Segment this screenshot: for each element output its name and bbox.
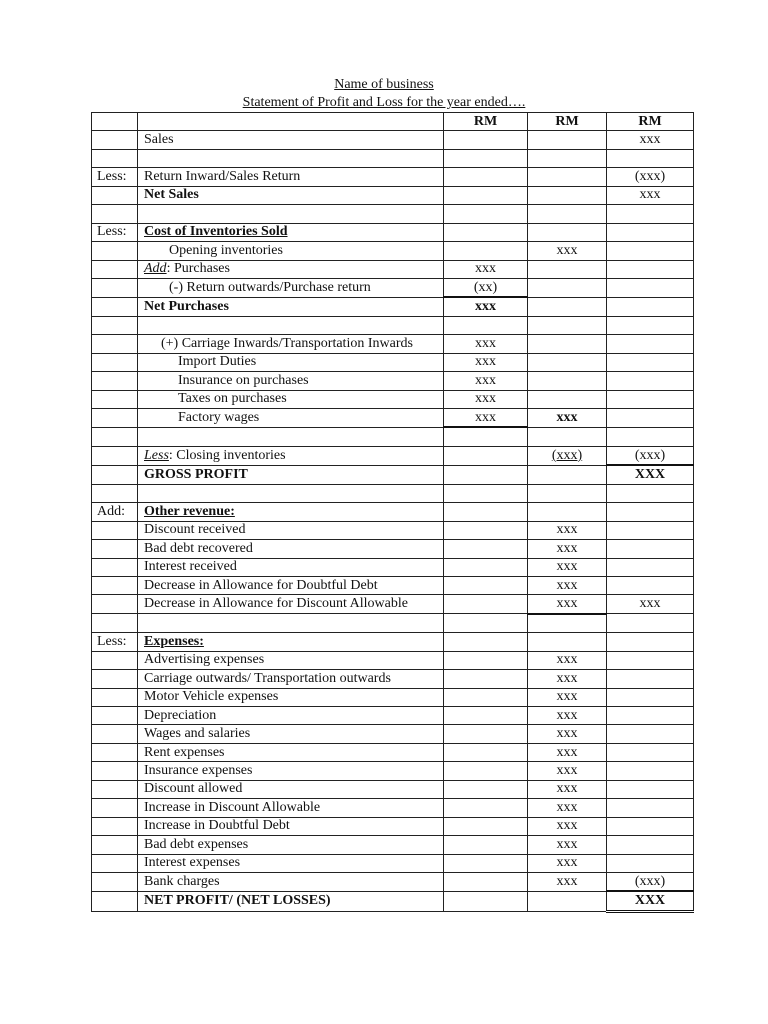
prefix-cell xyxy=(92,186,138,204)
prefix-cell xyxy=(92,242,138,260)
amount-cell: xxx xyxy=(528,854,607,872)
table-row xyxy=(92,817,694,835)
amount-cell: xxx xyxy=(444,335,528,353)
row-label: Net Sales xyxy=(138,186,444,204)
amount-cell xyxy=(528,260,607,278)
row-label: Return Inward/Sales Return xyxy=(138,168,444,186)
amount-cell xyxy=(444,670,528,688)
prefix-cell: Add: xyxy=(92,503,138,521)
table-row xyxy=(92,465,694,484)
prefix-cell xyxy=(92,817,138,835)
table-row xyxy=(92,390,694,408)
prefix-cell xyxy=(92,743,138,761)
amount-cell xyxy=(444,762,528,780)
row-label: Factory wages xyxy=(138,409,444,428)
table-row xyxy=(92,484,694,502)
amount-cell xyxy=(607,260,694,278)
amount-cell xyxy=(528,372,607,390)
prefix-cell xyxy=(92,891,138,911)
row-label xyxy=(138,446,444,465)
row-label: (-) Return outwards/Purchase return xyxy=(138,278,444,297)
amount-cell xyxy=(607,372,694,390)
amount-cell: xxx xyxy=(444,260,528,278)
row-label xyxy=(138,316,444,334)
amount-cell xyxy=(444,558,528,576)
row-label: Interest expenses xyxy=(138,854,444,872)
prefix-cell: Less: xyxy=(92,168,138,186)
amount-cell: XXX xyxy=(607,891,694,911)
amount-cell xyxy=(607,149,694,167)
row-label: Insurance on purchases xyxy=(138,372,444,390)
amount-cell xyxy=(528,891,607,911)
amount-cell xyxy=(444,242,528,260)
amount-cell: xxx xyxy=(528,521,607,539)
amount-cell xyxy=(528,390,607,408)
amount-cell xyxy=(607,484,694,502)
prefix-cell xyxy=(92,651,138,669)
prefix-cell xyxy=(92,353,138,371)
prefix-cell xyxy=(92,854,138,872)
column-header: RM xyxy=(444,113,528,131)
amount-cell: xxx xyxy=(607,595,694,614)
row-label: Expenses: xyxy=(138,633,444,651)
amount-cell: xxx xyxy=(444,409,528,428)
amount-cell xyxy=(607,725,694,743)
amount-cell xyxy=(607,409,694,428)
amount-cell xyxy=(528,297,607,316)
amount-cell: xxx xyxy=(528,540,607,558)
table-row xyxy=(92,780,694,798)
table-row xyxy=(92,446,694,465)
amount-cell xyxy=(528,186,607,204)
amount-cell xyxy=(607,558,694,576)
table-row xyxy=(92,278,694,297)
row-label xyxy=(138,484,444,502)
row-label: Sales xyxy=(138,131,444,149)
row-label: Insurance expenses xyxy=(138,762,444,780)
amount-cell xyxy=(607,297,694,316)
amount-cell xyxy=(444,131,528,149)
amount-cell: (xxx) xyxy=(607,872,694,891)
table-row xyxy=(92,725,694,743)
amount-cell xyxy=(444,799,528,817)
amount-cell xyxy=(607,540,694,558)
row-label: Carriage outwards/ Transportation outwards xyxy=(138,670,444,688)
table-row xyxy=(92,409,694,428)
prefix-cell xyxy=(92,799,138,817)
amount-cell: (xx) xyxy=(444,278,528,297)
prefix-cell xyxy=(92,780,138,798)
row-label: Opening inventories xyxy=(138,242,444,260)
row-label: GROSS PROFIT xyxy=(138,465,444,484)
prefix-cell xyxy=(92,576,138,594)
amount-cell xyxy=(607,390,694,408)
amount-cell xyxy=(607,242,694,260)
amount-cell xyxy=(444,707,528,725)
table-row xyxy=(92,353,694,371)
column-header: RM xyxy=(528,113,607,131)
amount-cell xyxy=(607,817,694,835)
amount-cell: xxx xyxy=(528,242,607,260)
table-row xyxy=(92,223,694,241)
amount-cell: xxx xyxy=(528,576,607,594)
table-row xyxy=(92,891,694,911)
table-row xyxy=(92,651,694,669)
amount-cell xyxy=(444,688,528,706)
amount-cell xyxy=(444,149,528,167)
row-label: Increase in Doubtful Debt xyxy=(138,817,444,835)
amount-cell xyxy=(528,614,607,633)
amount-cell xyxy=(444,503,528,521)
amount-cell xyxy=(444,651,528,669)
row-label: Rent expenses xyxy=(138,743,444,761)
amount-cell xyxy=(528,633,607,651)
prefix-cell xyxy=(92,762,138,780)
amount-cell: xxx xyxy=(444,297,528,316)
table-row xyxy=(92,558,694,576)
row-label: Bad debt expenses xyxy=(138,836,444,854)
prefix-cell xyxy=(92,614,138,633)
row-label: Decrease in Allowance for Discount Allowable xyxy=(138,595,444,614)
row-label: Cost of Inventories Sold xyxy=(138,223,444,241)
amount-cell xyxy=(444,872,528,891)
prefix-cell xyxy=(92,149,138,167)
amount-cell: xxx xyxy=(528,780,607,798)
amount-cell xyxy=(444,854,528,872)
prefix-cell xyxy=(92,316,138,334)
table-row xyxy=(92,799,694,817)
amount-cell xyxy=(607,614,694,633)
amount-cell xyxy=(444,168,528,186)
row-label: Wages and salaries xyxy=(138,725,444,743)
amount-cell xyxy=(607,353,694,371)
prefix-cell xyxy=(92,409,138,428)
table-row xyxy=(92,260,694,278)
row-label: Advertising expenses xyxy=(138,651,444,669)
statement-title: Statement of Profit and Loss for the year ended…. xyxy=(242,95,526,110)
amount-cell xyxy=(444,316,528,334)
amount-cell xyxy=(607,223,694,241)
prefix-cell xyxy=(92,278,138,297)
table-row xyxy=(92,872,694,891)
business-name: Name of business xyxy=(334,77,434,92)
amount-cell xyxy=(607,503,694,521)
amount-cell xyxy=(444,205,528,223)
table-row xyxy=(92,576,694,594)
amount-cell xyxy=(444,633,528,651)
amount-cell xyxy=(607,743,694,761)
amount-cell xyxy=(444,817,528,835)
prefix-cell xyxy=(92,465,138,484)
row-label: Interest received xyxy=(138,558,444,576)
amount-cell: xxx xyxy=(444,353,528,371)
amount-cell xyxy=(528,278,607,297)
amount-cell xyxy=(607,427,694,446)
amount-cell: xxx xyxy=(528,817,607,835)
prefix-cell xyxy=(92,372,138,390)
amount-cell xyxy=(528,168,607,186)
amount-cell xyxy=(528,465,607,484)
amount-cell xyxy=(607,854,694,872)
prefix-cell xyxy=(92,521,138,539)
amount-cell: xxx xyxy=(607,131,694,149)
table-row xyxy=(92,836,694,854)
row-label-text: : Closing inventories xyxy=(168,447,286,463)
prefix-cell xyxy=(92,540,138,558)
table-row xyxy=(92,688,694,706)
row-label xyxy=(138,205,444,223)
amount-cell xyxy=(528,149,607,167)
amount-cell xyxy=(607,278,694,297)
amount-cell: xxx xyxy=(528,670,607,688)
amount-cell xyxy=(444,780,528,798)
amount-cell: xxx xyxy=(528,725,607,743)
amount-cell: XXX xyxy=(607,465,694,484)
amount-cell: (xxx) xyxy=(607,446,694,465)
amount-cell xyxy=(607,205,694,223)
amount-cell xyxy=(444,484,528,502)
row-label: (+) Carriage Inwards/Transportation Inwards xyxy=(138,335,444,353)
table-row xyxy=(92,186,694,204)
table-row xyxy=(92,540,694,558)
amount-cell xyxy=(528,131,607,149)
table-row xyxy=(92,670,694,688)
table-row xyxy=(92,297,694,316)
prefix-cell xyxy=(92,297,138,316)
amount-cell xyxy=(444,465,528,484)
label-cell xyxy=(138,113,444,131)
table-row xyxy=(92,614,694,633)
amount-cell: xxx xyxy=(528,872,607,891)
amount-cell xyxy=(444,614,528,633)
column-header: RM xyxy=(607,113,694,131)
amount-cell: xxx xyxy=(528,595,607,614)
prefix-cell xyxy=(92,427,138,446)
amount-cell xyxy=(607,836,694,854)
table-row xyxy=(92,242,694,260)
prefix-cell xyxy=(92,260,138,278)
prefix-cell: Less: xyxy=(92,223,138,241)
row-label-text: : Purchases xyxy=(166,261,230,277)
prefix-cell xyxy=(92,872,138,891)
prefix-cell xyxy=(92,688,138,706)
amount-cell xyxy=(528,484,607,502)
amount-cell: xxx xyxy=(528,743,607,761)
prefix-cell xyxy=(92,707,138,725)
amount-cell xyxy=(444,891,528,911)
table-row xyxy=(92,168,694,186)
amount-cell xyxy=(607,688,694,706)
amount-cell: xxx xyxy=(528,409,607,428)
add-keyword: Add xyxy=(144,261,167,277)
amount-cell xyxy=(444,223,528,241)
amount-cell: xxx xyxy=(528,707,607,725)
amount-cell xyxy=(444,576,528,594)
row-label: Decrease in Allowance for Doubtful Debt xyxy=(138,576,444,594)
prefix-cell: Less: xyxy=(92,633,138,651)
amount-cell: xxx xyxy=(528,688,607,706)
table-row xyxy=(92,762,694,780)
amount-cell xyxy=(528,223,607,241)
prefix-cell xyxy=(92,484,138,502)
amount-cell: xxx xyxy=(607,186,694,204)
amount-cell xyxy=(444,446,528,465)
amount-cell: xxx xyxy=(444,372,528,390)
less-keyword: Less xyxy=(144,447,169,463)
amount-cell: xxx xyxy=(528,799,607,817)
prefix-cell xyxy=(92,390,138,408)
amount-cell xyxy=(444,521,528,539)
prefix-cell xyxy=(92,113,138,131)
prefix-cell xyxy=(92,131,138,149)
amount-cell xyxy=(607,316,694,334)
header-row xyxy=(92,113,694,131)
amount-cell xyxy=(607,799,694,817)
amount-cell xyxy=(607,670,694,688)
amount-cell: xxx xyxy=(528,651,607,669)
row-label: Taxes on purchases xyxy=(138,390,444,408)
prefix-cell xyxy=(92,446,138,465)
amount-cell xyxy=(444,540,528,558)
row-label xyxy=(138,614,444,633)
amount-cell xyxy=(528,316,607,334)
amount-cell xyxy=(528,503,607,521)
table-row xyxy=(92,372,694,390)
amount-cell xyxy=(444,725,528,743)
amount-cell xyxy=(607,521,694,539)
amount-cell: (xxx) xyxy=(528,446,607,465)
amount-cell xyxy=(607,651,694,669)
amount-cell xyxy=(607,707,694,725)
prefix-cell xyxy=(92,205,138,223)
prefix-cell xyxy=(92,595,138,614)
row-label: Depreciation xyxy=(138,707,444,725)
amount-cell: xxx xyxy=(528,558,607,576)
amount-cell xyxy=(607,576,694,594)
row-label: Other revenue: xyxy=(138,503,444,521)
amount-cell xyxy=(528,205,607,223)
prefix-cell xyxy=(92,725,138,743)
amount-cell xyxy=(528,427,607,446)
table-row xyxy=(92,521,694,539)
table-row xyxy=(92,131,694,149)
row-label: Motor Vehicle expenses xyxy=(138,688,444,706)
prefix-cell xyxy=(92,670,138,688)
amount-cell xyxy=(528,335,607,353)
table-row xyxy=(92,149,694,167)
amount-cell: xxx xyxy=(528,836,607,854)
amount-cell xyxy=(444,595,528,614)
row-label xyxy=(138,149,444,167)
amount-cell xyxy=(607,633,694,651)
row-label: Import Duties xyxy=(138,353,444,371)
amount-cell xyxy=(444,836,528,854)
row-label: NET PROFIT/ (NET LOSSES) xyxy=(138,891,444,911)
table-row xyxy=(92,743,694,761)
amount-cell xyxy=(444,743,528,761)
prefix-cell xyxy=(92,836,138,854)
table-row xyxy=(92,427,694,446)
prefix-cell xyxy=(92,558,138,576)
table-row xyxy=(92,707,694,725)
table-row xyxy=(92,335,694,353)
profit-loss-table xyxy=(91,112,694,913)
table-row xyxy=(92,503,694,521)
prefix-cell xyxy=(92,335,138,353)
row-label xyxy=(138,427,444,446)
amount-cell xyxy=(607,335,694,353)
row-label: Net Purchases xyxy=(138,297,444,316)
amount-cell: xxx xyxy=(444,390,528,408)
amount-cell xyxy=(607,762,694,780)
amount-cell xyxy=(607,780,694,798)
row-label: Discount received xyxy=(138,521,444,539)
table-row xyxy=(92,854,694,872)
table-row xyxy=(92,316,694,334)
amount-cell: xxx xyxy=(528,762,607,780)
amount-cell: (xxx) xyxy=(607,168,694,186)
table-row xyxy=(92,595,694,614)
amount-cell xyxy=(444,427,528,446)
row-label: Bad debt recovered xyxy=(138,540,444,558)
table-row xyxy=(92,633,694,651)
row-label: Bank charges xyxy=(138,872,444,891)
amount-cell xyxy=(444,186,528,204)
row-label: Increase in Discount Allowable xyxy=(138,799,444,817)
row-label xyxy=(138,260,444,278)
table-row xyxy=(92,205,694,223)
row-label: Discount allowed xyxy=(138,780,444,798)
amount-cell xyxy=(528,353,607,371)
